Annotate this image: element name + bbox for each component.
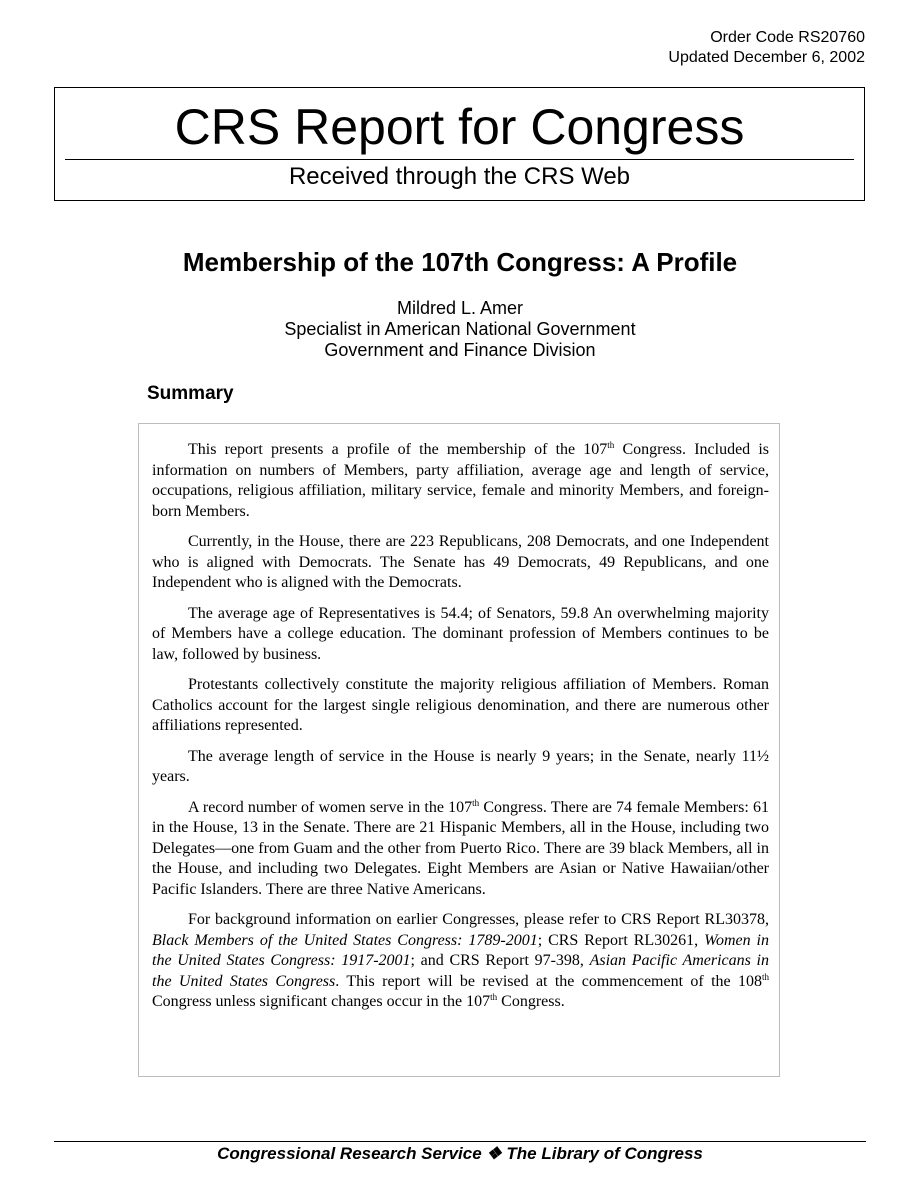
report-citation-women: Women in the United States Congress: 1917-2001 [152,931,769,969]
author-name: Mildred L. Amer [396,298,524,318]
author-title: Specialist in American National Government [284,319,636,339]
footer-library: The Library of Congress [506,1144,703,1163]
summary-paragraph-3: The average age of Representatives is 54.4; of Senators, 59.8 An overwhelming majority of Members have a college education. The dominant profession of Members continues to be law, followed by business. [152,604,769,663]
summary-paragraph-5: The average length of service in the House is nearly 9 years; in the Senate, nearly 11½ years. [152,747,769,785]
report-citation-asian-pacific: Asian Pacific Americans in the United States Congress [152,952,769,990]
summary-box [138,423,780,1077]
summary-paragraph-4: Protestants collectively constitute the majority religious affiliation of Members. Roman Catholics account for the largest single religious denomination, and there are numerous other affiliations represented. [152,676,769,734]
report-title: Membership of the 107th Congress: A Profile [182,247,738,277]
footer-divider [54,1141,866,1142]
summary-paragraph-2: Currently, in the House, there are 223 Republicans, 208 Democrats, and one Independent who is aligned with Democrats. The Senate has 49 Democrats, 49 Republicans, and one Independent who is aligned with the Democrats. [152,533,769,591]
order-code: Order Code RS20760 [710,29,865,46]
summary-paragraph-7: For background information on earlier Congresses, please refer to CRS Report RL30378, Black Members of the United States Congress: 1789-2001; CRS Report RL30261, Women in the United States Congress: 1917-2001; and CRS Report 97-398, Asian Pacific Americans in the United States Congress. This report will be revised at the commencement of the 108th Congress unless significant changes occur in the 107th Congress. [152,911,770,1010]
banner-title: CRS Report for Congress [174,99,745,155]
report-citation-black-members: Black Members of the United States Congress: 1789-2001 [152,931,538,949]
diamond-icon: ❖ [486,1144,502,1163]
summary-paragraph-6: A record number of women serve in the 107th Congress. There are 74 female Members: 61 in the House, 13 in the Senate. There are 21 Hispanic Members, all in the House, including two Delegates—one from Guam and the other from Puerto Rico. There are 39 black Members, all in the House, and including two Delegates. Eight Members are Asian or Native Hawaiian/other Pacific Islanders. There are three Native Americans. [152,797,770,898]
summary-paragraph-1: This report presents a profile of the membership of the 107th Congress. Included is information on numbers of Members, party affiliation, average age and length of service, occupations, religious affiliation, military service, female and minority Members, and foreign-born Members. [152,440,770,520]
banner-divider [65,159,854,160]
summary-heading: Summary [147,383,234,404]
footer-organization: Congressional Research Service [217,1144,482,1163]
banner-subtitle: Received through the CRS Web [288,163,631,190]
author-division: Government and Finance Division [324,340,596,360]
footer [0,1143,920,1165]
crs-banner [54,87,865,201]
summary-text [152,440,769,1023]
order-code-block [668,28,865,68]
author-block [0,298,920,361]
updated-date: Updated December 6, 2002 [668,49,865,66]
